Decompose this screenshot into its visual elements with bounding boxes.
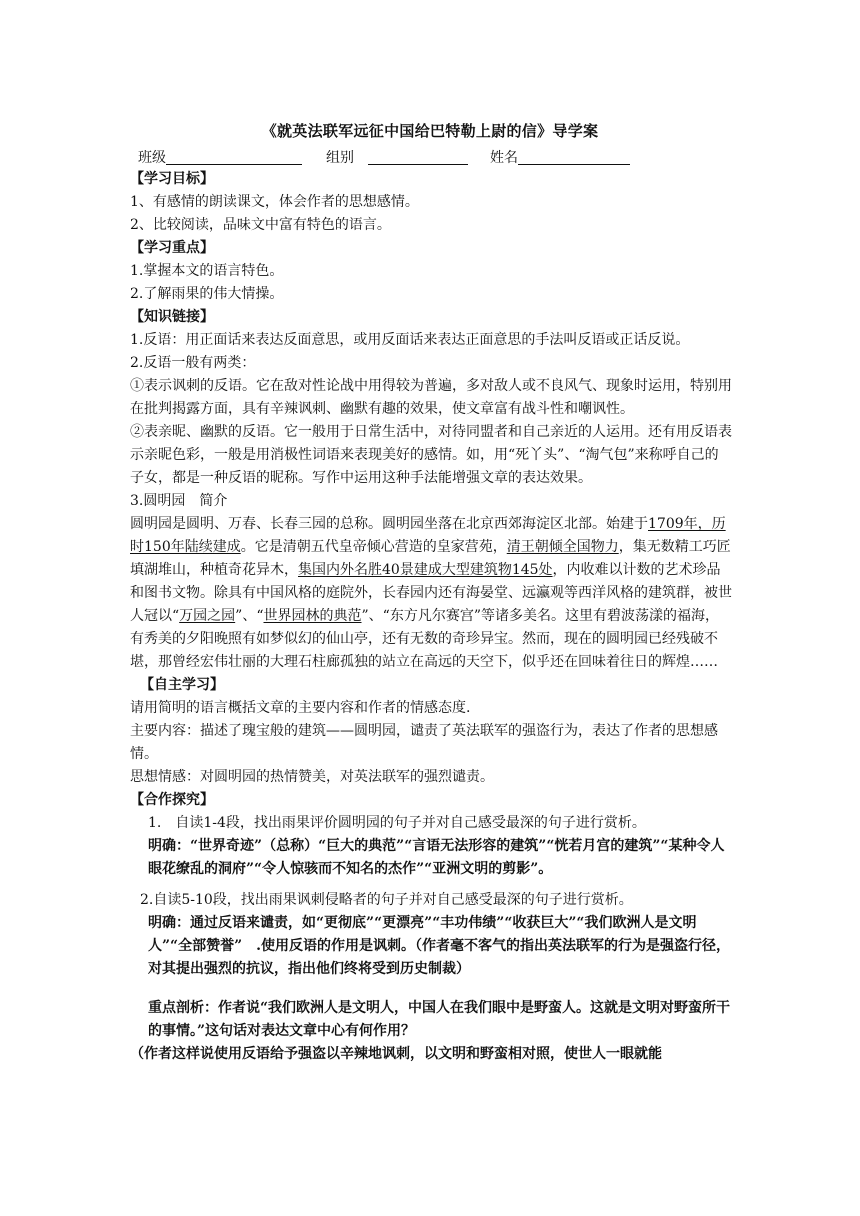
class-blank[interactable]: [166, 149, 302, 165]
document-body: [130, 168, 732, 1066]
name-label: 姓名: [490, 150, 518, 166]
self-study-paragraph: 主要内容：描述了瑰宝般的建筑——圆明园，谴责了英法联军的强盗行为，表达了作者的思想感情。: [130, 723, 718, 762]
spacer: [130, 881, 732, 889]
group-label: 组别: [326, 150, 354, 166]
knowledge-paragraph: ①表示讽刺的反语。它在敌对性论战中用得较为普遍，多对敌人或不良风气、现象时运用，特别用在批判揭露方面，具有辛辣讽刺、幽默有趣的效果，使文章富有战斗性和嘲讽性。: [130, 378, 732, 417]
self-study-heading: 【自主学习】: [140, 677, 224, 693]
intro-text: ，集无数精工巧匠填湖堆山，种植奇花异木，: [130, 539, 731, 578]
underlined-text: 1709年，历时150年陆续建成: [130, 516, 726, 555]
knowledge-paragraph: ②表亲昵、幽默的反语。它一般用于日常生活中，对待同盟者和自己亲近的人运用。还有用反语表示亲昵色彩，一般是用消极性词语来表现美好的感情。如，用“死丫头”、“淘气包”来称呼自己的子女，都是一种反语的昵称。写作中运用这种手法能增强文章的表达效果。: [130, 424, 732, 486]
intro-text: ，内收难以计数的艺术珍品和图书文物。除具有中国风格的庭院外，长春园内还有海晏堂、远瀛观等西洋风格的建筑群，被世人冠以“: [130, 562, 732, 624]
intro-text: ”、“东方凡尔赛宫”等诸多美名。这里有碧波荡漾的福海，有秀美的夕阳晚照有如梦似幻的仙山亭，还有无数的奇珍异宝。然而，现在的圆明园已经残破不堪，那曾经宏伟壮丽的大理石柱廊孤独的站立在高远的天空下，似乎还在回味着往日的辉煌……: [130, 608, 719, 670]
class-label: 班级: [138, 150, 166, 166]
knowledge-heading: 【知识链接】: [130, 309, 214, 325]
student-info-line: [138, 147, 630, 167]
question-1: 1. 自读1-4段，找出雨果评价圆明园的句子并对自己感受最深的句子进行赏析。: [148, 815, 646, 831]
question-2: 2.自读5-10段，找出雨果讽刺侵略者的句子并对自己感受最深的句子进行赏析。: [140, 892, 633, 908]
group-blank[interactable]: [368, 149, 468, 165]
answer-1: 明确：“世界奇迹”（总称）“巨大的典范”“言语无法形容的建筑”“恍若月宫的建筑”“某种令人眼花缭乱的洞府”“令人惊骇而不知名的杰作”“亚洲文明的剪影”。: [148, 838, 725, 877]
spacer: [130, 981, 732, 997]
document-title: 《就英法联军远征中国给巴特勒上尉的信》导学案: [261, 122, 599, 140]
answer-2: 明确：通过反语来谴责，如“更彻底”“更漂亮”“丰功伟绩”“收获巨大”“我们欧洲人是文明人”“全部赞誉” .使用反语的作用是讽刺。（作者毫不客气的指出英法联军的行为是强盗行径，对其提出强烈的抗议，指出他们终将受到历史制裁）: [148, 915, 731, 977]
knowledge-paragraph: 1.反语：用正面话来表达反面意思，或用反面话来表达正面意思的手法叫反语或正话反说。: [130, 332, 690, 348]
self-study-paragraph: 请用简明的语言概括文章的主要内容和作者的情感态度.: [130, 700, 471, 716]
goal-item: 1、有感情的朗读课文，体会作者的思想感情。: [130, 194, 419, 210]
key-analysis-answer: （作者这样说使用反语给予强盗以辛辣地讽刺，以文明和野蛮相对照，使世人一眼就能: [130, 1046, 662, 1062]
knowledge-paragraph: 3.圆明园 简介: [130, 493, 228, 509]
focus-item: 1.掌握本文的语言特色。: [130, 263, 284, 279]
goal-item: 2、比较阅读，品味文中富有特色的语言。: [130, 217, 391, 233]
intro-text: ”、“: [235, 608, 264, 624]
underlined-text: 清王朝倾全国物力: [506, 539, 619, 555]
underlined-text: 世界园林的典范: [263, 608, 362, 624]
yuanmingyuan-intro: [130, 513, 732, 674]
goals-heading: 【学习目标】: [130, 171, 214, 187]
underlined-text: 万园之园: [179, 608, 236, 624]
underlined-text: 集国内外名胜40景建成大型建筑物145处: [298, 562, 553, 578]
key-analysis: 重点剖析：作者说“我们欧洲人是文明人，中国人在我们眼中是野蛮人。这就是文明对野蛮所干的事情。”这句话对表达文章中心有何作用？: [148, 1000, 731, 1039]
cooperation-heading: 【合作探究】: [130, 792, 214, 808]
self-study-paragraph: 思想情感：对圆明园的热情赞美，对英法联军的强烈谴责。: [130, 769, 494, 785]
focus-item: 2.了解雨果的伟大情操。: [130, 286, 284, 302]
name-blank[interactable]: [518, 149, 630, 165]
intro-text: 。它是清朝五代皇帝倾心营造的皇家营苑，: [240, 539, 507, 555]
focus-heading: 【学习重点】: [130, 240, 214, 256]
intro-text: 圆明园是圆明、万春、长春三园的总称。圆明园坐落在北京西郊海淀区北部。始建于: [130, 516, 648, 532]
knowledge-paragraph: 2.反语一般有两类：: [130, 355, 256, 371]
